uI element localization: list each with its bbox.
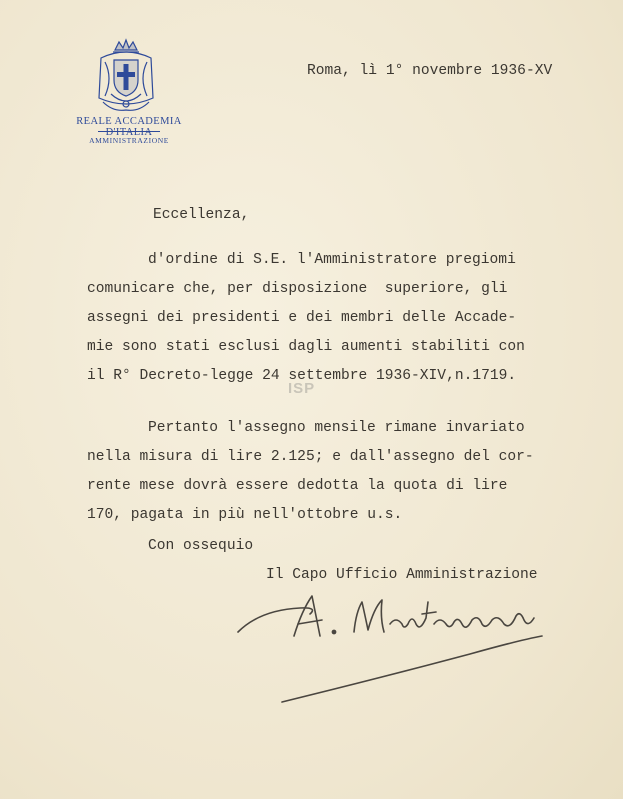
body-line: rente mese dovrà essere dedotta la quota di lire bbox=[87, 478, 508, 494]
body-line: il R° Decreto-legge 24 settembre 1936-XIV,n.1719. bbox=[87, 368, 517, 384]
signatory-title: Il Capo Ufficio Amministrazione bbox=[266, 567, 538, 583]
letterhead-divider bbox=[98, 131, 160, 132]
body-line: nella misura di lire 2.125; e dall'assegno del cor- bbox=[87, 449, 534, 465]
body-line: assegni dei presidenti e dei membri delle Accade- bbox=[87, 310, 517, 326]
watermark-stamp: ISP bbox=[288, 380, 316, 397]
handwritten-signature bbox=[230, 580, 570, 710]
academy-department: AMMINISTRAZIONE bbox=[89, 136, 169, 145]
date-line: Roma, lì 1° novembre 1936-XV bbox=[307, 63, 553, 79]
academy-name: REALE ACCADEMIA D'ITALIA bbox=[76, 116, 182, 138]
body-line: 170, pagata in più nell'ottobre u.s. bbox=[87, 507, 403, 523]
royal-crest-icon bbox=[93, 38, 159, 114]
body-line: mie sono stati esclusi dagli aumenti stabiliti con bbox=[87, 339, 525, 355]
body-line: comunicare che, per disposizione superiore, gli bbox=[87, 281, 508, 297]
body-line: Pertanto l'assegno mensile rimane invariato bbox=[148, 420, 525, 436]
salutation: Eccellenza, bbox=[153, 207, 250, 223]
body-line: d'ordine di S.E. l'Amministratore pregiomi bbox=[148, 252, 516, 268]
closing: Con ossequio bbox=[148, 538, 254, 554]
